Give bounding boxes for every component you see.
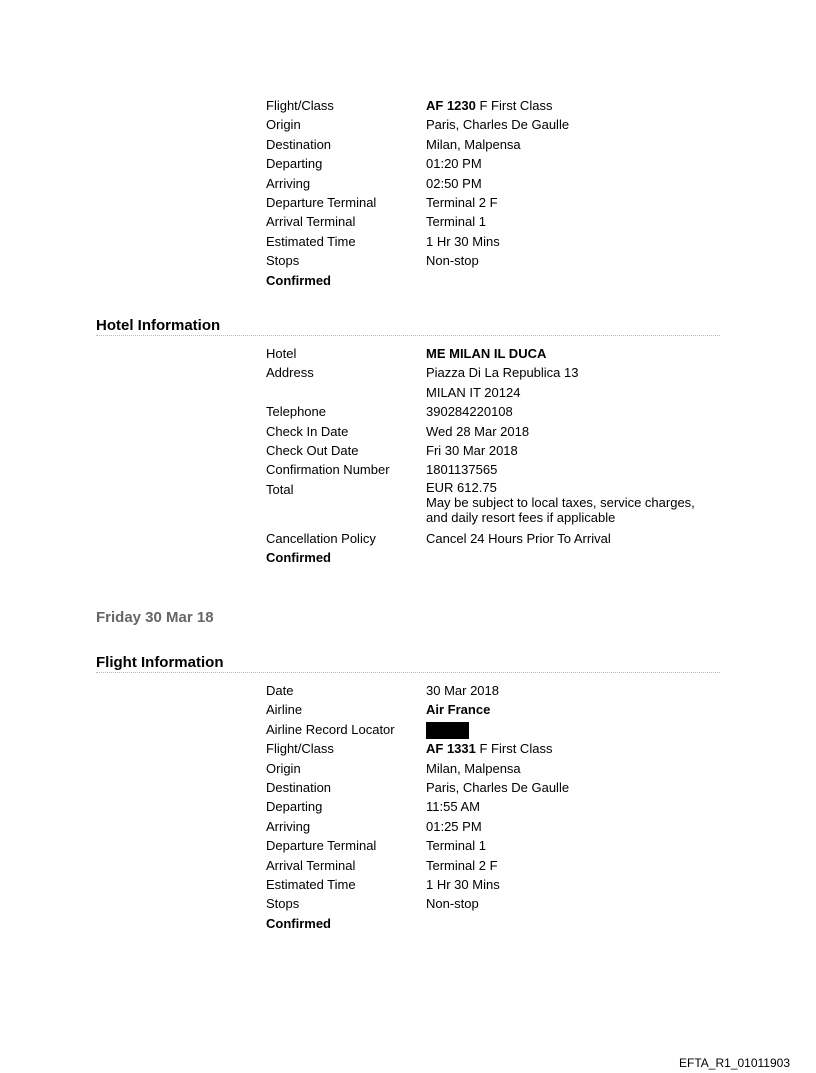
departing-value: 11:55 AM	[426, 799, 480, 815]
stops-value: Non-stop	[426, 253, 479, 269]
flight2-departing-row	[266, 797, 736, 816]
flight1-status: Confirmed	[266, 272, 331, 288]
estimated-time-label: Estimated Time	[266, 233, 356, 249]
flight2-stops-row	[266, 894, 736, 913]
flight-class: F First Class	[479, 741, 553, 757]
estimated-time-value: 1 Hr 30 Mins	[426, 233, 500, 249]
total-note-line1: May be subject to local taxes, service charges,	[426, 494, 695, 510]
origin-label: Origin	[266, 760, 301, 776]
total-value	[426, 480, 736, 525]
check-in-label: Check In Date	[266, 423, 349, 439]
departure-terminal-value: Terminal 2 F	[426, 195, 498, 211]
destination-value: Paris, Charles De Gaulle	[426, 780, 570, 796]
check-out-label: Check Out Date	[266, 443, 359, 459]
hotel-address-row	[266, 363, 736, 402]
arrival-terminal-label: Arrival Terminal	[266, 214, 356, 230]
flight2-status: Confirmed	[266, 915, 331, 931]
hotel-total-row	[266, 480, 736, 525]
flight1-arrival-terminal-row	[266, 212, 736, 231]
total-amount: EUR 612.75	[426, 479, 497, 495]
address-label: Address	[266, 365, 314, 381]
flight2-arrival-terminal-row	[266, 856, 736, 875]
flight2-origin-row	[266, 759, 736, 778]
telephone-label: Telephone	[266, 404, 326, 420]
destination-label: Destination	[266, 136, 332, 152]
flight-class-label: Flight/Class	[266, 741, 334, 757]
document-id: EFTA_R1_01011903	[679, 1056, 790, 1070]
arrival-terminal-value: Terminal 1	[426, 214, 486, 230]
hotel-status: Confirmed	[266, 550, 331, 566]
cancellation-label: Cancellation Policy	[266, 530, 376, 546]
arrival-terminal-value: Terminal 2 F	[426, 857, 498, 873]
flight-code: AF 1331	[426, 741, 476, 757]
hotel-confirmation-row	[266, 460, 736, 479]
address-value	[426, 363, 736, 402]
arriving-label: Arriving	[266, 175, 311, 191]
record-locator-value	[426, 720, 736, 739]
destination-label: Destination	[266, 780, 332, 796]
address-line2: MILAN IT 20124	[426, 384, 521, 400]
flight1-estimated-time-row	[266, 232, 736, 251]
flight2-details	[266, 681, 736, 933]
cancellation-value: Cancel 24 Hours Prior To Arrival	[426, 530, 611, 546]
flight2-departure-terminal-row	[266, 836, 736, 855]
stops-value: Non-stop	[426, 896, 479, 912]
hotel-telephone-row	[266, 402, 736, 421]
departure-terminal-value: Terminal 1	[426, 838, 486, 854]
flight2-estimated-time-row	[266, 875, 736, 894]
flight1-stops-row	[266, 251, 736, 270]
stops-label: Stops	[266, 896, 300, 912]
arriving-label: Arriving	[266, 818, 311, 834]
flight2-record-locator-row	[266, 720, 736, 739]
flight-class-label: Flight/Class	[266, 98, 334, 113]
hotel-section-title: Hotel Information	[96, 317, 720, 336]
flight-section-title: Flight Information	[96, 654, 720, 673]
arriving-value: 02:50 PM	[426, 175, 482, 191]
check-out-value: Fri 30 Mar 2018	[426, 443, 518, 459]
hotel-name-row	[266, 344, 736, 363]
flight2-date-row	[266, 681, 736, 700]
flight-code: AF 1230	[426, 98, 476, 113]
flight1-departing-row	[266, 154, 736, 173]
departing-value: 01:20 PM	[426, 156, 482, 172]
estimated-time-label: Estimated Time	[266, 877, 356, 893]
flight1-destination-row	[266, 135, 736, 154]
departing-label: Departing	[266, 799, 323, 815]
departing-label: Departing	[266, 156, 323, 172]
departure-terminal-label: Departure Terminal	[266, 838, 377, 854]
arriving-value: 01:25 PM	[426, 818, 482, 834]
address-line1: Piazza Di La Republica 13	[426, 365, 579, 381]
date-label: Date	[266, 683, 294, 698]
flight2-airline-row	[266, 700, 736, 719]
origin-value: Milan, Malpensa	[426, 760, 521, 776]
origin-value: Paris, Charles De Gaulle	[426, 117, 570, 133]
hotel-check-in-row	[266, 422, 736, 441]
flight1-departure-terminal-row	[266, 193, 736, 212]
hotel-label: Hotel	[266, 346, 297, 361]
redaction-box	[426, 722, 469, 739]
flight1-arriving-row	[266, 174, 736, 193]
airline-value: Air France	[426, 702, 491, 718]
flight2-flight-class-row	[266, 739, 736, 758]
flight1-origin-row	[266, 115, 736, 134]
departure-terminal-label: Departure Terminal	[266, 195, 377, 211]
total-label: Total	[266, 481, 294, 497]
hotel-name: ME MILAN IL DUCA	[426, 346, 547, 361]
total-note-line2: and daily resort fees if applicable	[426, 509, 616, 525]
flight-class-value	[426, 739, 736, 758]
confirmation-label: Confirmation Number	[266, 462, 390, 478]
airline-label: Airline	[266, 702, 303, 718]
estimated-time-value: 1 Hr 30 Mins	[426, 877, 500, 893]
record-locator-label: Airline Record Locator	[266, 721, 395, 737]
flight2-destination-row	[266, 778, 736, 797]
stops-label: Stops	[266, 253, 300, 269]
check-in-value: Wed 28 Mar 2018	[426, 423, 530, 439]
date-value: 30 Mar 2018	[426, 683, 499, 698]
flight-class: F First Class	[479, 98, 553, 113]
hotel-check-out-row	[266, 441, 736, 460]
hotel-details	[266, 344, 736, 568]
destination-value: Milan, Malpensa	[426, 136, 521, 152]
flight2-arriving-row	[266, 817, 736, 836]
hotel-cancellation-row	[266, 529, 736, 548]
day-heading: Friday 30 Mar 18	[96, 609, 214, 626]
flight1-flight-class-row	[266, 96, 736, 115]
origin-label: Origin	[266, 117, 301, 133]
arrival-terminal-label: Arrival Terminal	[266, 857, 356, 873]
flight1-details	[266, 96, 736, 290]
confirmation-value: 1801137565	[426, 462, 498, 478]
telephone-value: 390284220108	[426, 404, 513, 420]
flight-class-value	[426, 96, 736, 115]
